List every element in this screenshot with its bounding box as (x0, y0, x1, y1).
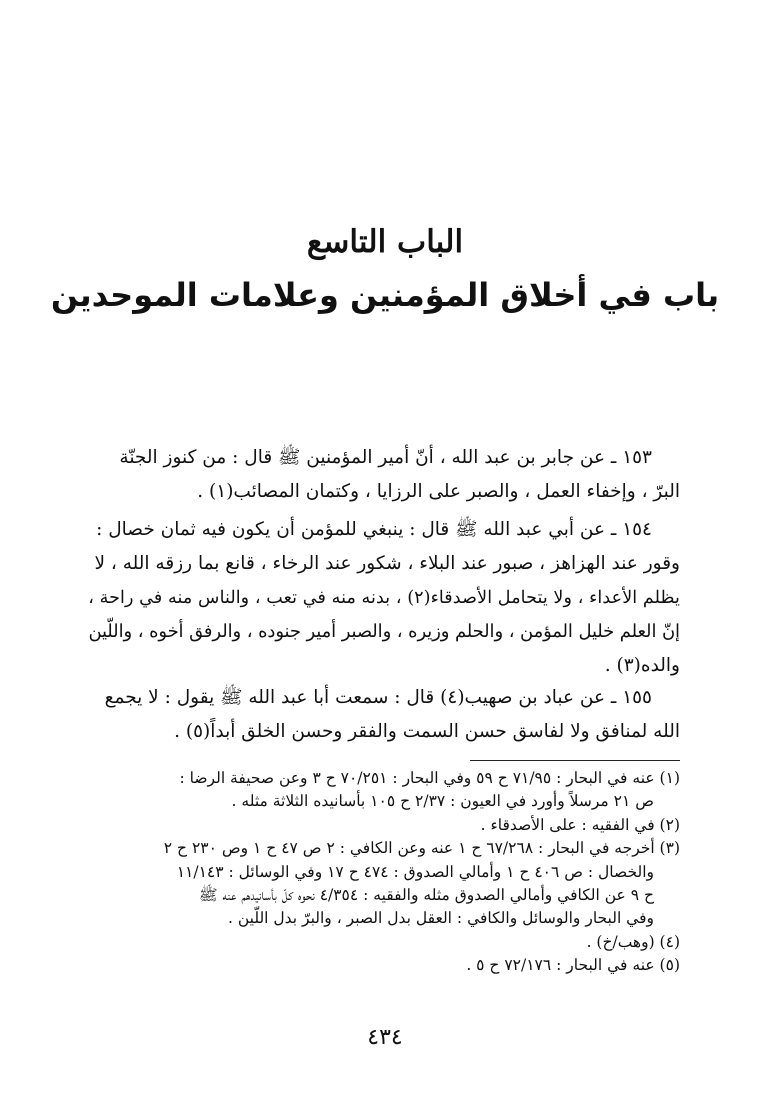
narration-154-line-4: إنّ العلم خليل المؤمن ، والحلم وزيره ، والصبر أمير جنوده ، والرفق أخوه ، واللّين (88, 622, 680, 642)
chapter-heading: الباب التاسع (306, 224, 464, 260)
footnote-1-line-2: ص ٢١ مرسلاً وأورد في العيون : ٢/٣٧ ح ١٠٥ بأسانيده الثلاثة مثله . (231, 792, 654, 811)
footnote-4: (٤) (وهب/خ) . (586, 932, 680, 951)
narration-154-line-5: والده(٣) . (604, 655, 680, 676)
narration-153-line-1: ١٥٣ ـ عن جابر بن عبد الله ، أنّ أمير المؤمنين ﷺ قال : من كنوز الجنّة (119, 447, 652, 468)
footnote-2: (٢) في الفقيه : على الأصدقاء . (480, 815, 680, 834)
narration-154-line-3: يظلم الأعداء ، ولا يتحامل الأصدقاء(٢) ، بدنه منه في تعب ، والناس منه في راحة ، (88, 588, 680, 608)
narration-155 (82, 681, 680, 749)
footnote-3-line-1: (٣) أخرجه في البحار : ٦٧/٢٦٨ ح ١ عنه وعن الكافي : ٢ ص ٤٧ ح ١ وص ٢٣٠ ح ٢ (163, 839, 680, 858)
narration-153-line-2: البرّ ، وإخفاء العمل ، والصبر على الرزايا ، وكتمان المصائب(١) . (197, 481, 680, 502)
page-number: ٤٣٤ (367, 1025, 403, 1050)
footnote-1-line-1: (١) عنه في البحار : ٧١/٩٥ ح ٥٩ وفي البحار : ٧٠/٢٥١ ح ٣ وعن صحيفة الرضا : (179, 769, 680, 787)
narration-153 (82, 441, 680, 509)
footnote-5: (٥) عنه في البحار : ٧٢/١٧٦ ح ٥ . (466, 956, 680, 975)
narration-154-line-2: وقور عند الهزاهز ، صبور عند البلاء ، شكور عند الرخاء ، قانع بما رزقه الله ، لا (94, 553, 680, 574)
footnote-separator (470, 760, 680, 761)
narration-155-line-1: ١٥٥ ـ عن عباد بن صهيب(٤) قال : سمعت أبا عبد الله ﷺ يقول : لا يجمع (104, 687, 652, 708)
footnote-3-line-3: ح ٩ عن الكافي وأمالي الصدوق مثله والفقيه : ٤/٣٥٤ نحوه كلّ بأسانيدهم عنه ﷺ (198, 886, 654, 905)
chapter-title: باب في أخلاق المؤمنين وعلامات الموحدين (50, 276, 720, 314)
footnote-3-line-2: والخصال : ص ٤٠٦ ح ١ وأمالي الصدوق : ٤٧٤ ح ١٧ وفي الوسائل : ١١/١٤٣ (176, 862, 654, 881)
footnote-3-line-4: وفي البحار والوسائل والكافي : العقل بدل الصبر ، والبرّ بدل اللّين . (227, 909, 654, 928)
narration-155-line-2: الله لمنافق ولا لفاسق حسن السمت والفقر وحسن الخلق أبداً(٥) . (174, 721, 680, 742)
narration-154 (82, 513, 680, 683)
footnotes (82, 767, 680, 978)
narration-154-line-1: ١٥٤ ـ عن أبي عبد الله ﷺ قال : ينبغي للمؤمن أن يكون فيه ثمان خصال : (96, 519, 652, 540)
